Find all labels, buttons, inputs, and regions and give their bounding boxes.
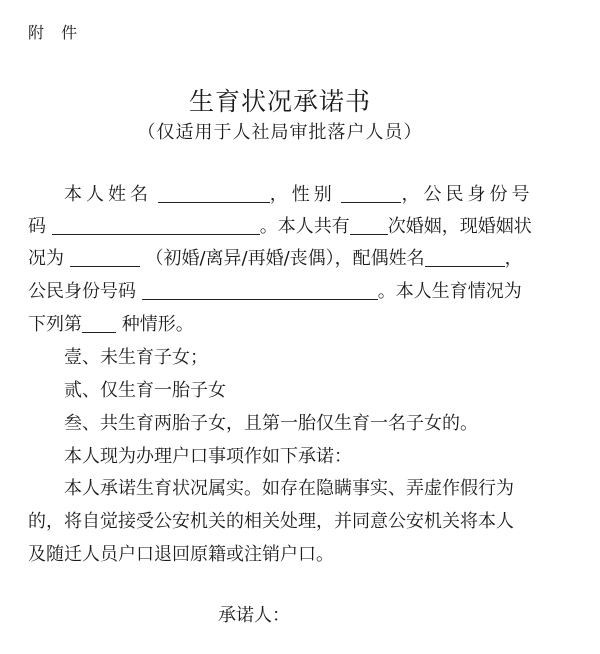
spouse-name-label: （初婚/离异/再婚/丧偶），配偶姓名 <box>145 248 425 269</box>
attachment-label: 附 件 <box>28 23 84 42</box>
id-label-start: ，公民身份号 <box>401 184 534 205</box>
id-number-field[interactable] <box>52 216 260 235</box>
situation-label: 下列第 <box>28 314 82 335</box>
paragraph-line-2 <box>28 215 548 239</box>
id-label-end: 码 <box>28 216 46 237</box>
paragraph-line-4 <box>28 280 548 304</box>
document-title: 生育状况承诺书 <box>188 87 371 116</box>
name-label: 本人姓名 <box>64 184 152 205</box>
spouse-id-label: 公民身份号码 <box>28 281 136 302</box>
paragraph-line-1 <box>64 183 584 207</box>
promise-line-1: 本人承诺生育状况属实。如存在隐瞒事实、弄虚作假行为 <box>64 478 514 499</box>
gender-label: ，性别 <box>269 184 336 205</box>
promise-line-2: 的，将自觉接受公安机关的相关处理，并同意公安机关将本人 <box>28 511 514 532</box>
marital-status-label-start: 次婚姻，现婚姻状 <box>387 216 532 237</box>
marriage-count-field[interactable] <box>350 216 388 235</box>
spouse-name-field[interactable] <box>425 248 505 267</box>
option-two: 贰、仅生育一胎子女 <box>64 380 226 401</box>
marital-status-label-end: 况为 <box>28 248 64 269</box>
name-field[interactable] <box>158 184 270 203</box>
paragraph-line-3 <box>28 247 548 271</box>
signer-label: 承诺人： <box>218 605 290 626</box>
statement-intro: 本人现为办理户口事项作如下承诺： <box>64 446 352 467</box>
marriage-count-label: 。本人共有 <box>259 216 350 237</box>
paragraph-line-5 <box>28 313 548 337</box>
spouse-id-field[interactable] <box>142 281 378 300</box>
document-subtitle: （仅适用于人社局审批落户人员） <box>137 122 423 143</box>
option-three: 叁、共生育两胎子女，且第一胎仅生育一名子女的。 <box>64 413 478 434</box>
gender-field[interactable] <box>341 184 401 203</box>
situation-label-end: 种情形。 <box>121 314 194 335</box>
option-one: 壹、未生育子女； <box>64 347 208 368</box>
marital-status-field[interactable] <box>70 248 140 267</box>
promise-line-3: 及随迁人员户口退回原籍或注销户口。 <box>28 544 334 565</box>
line3-comma: ， <box>504 248 523 269</box>
childbirth-label: 。本人生育情况为 <box>377 281 522 302</box>
situation-number-field[interactable] <box>82 314 116 333</box>
